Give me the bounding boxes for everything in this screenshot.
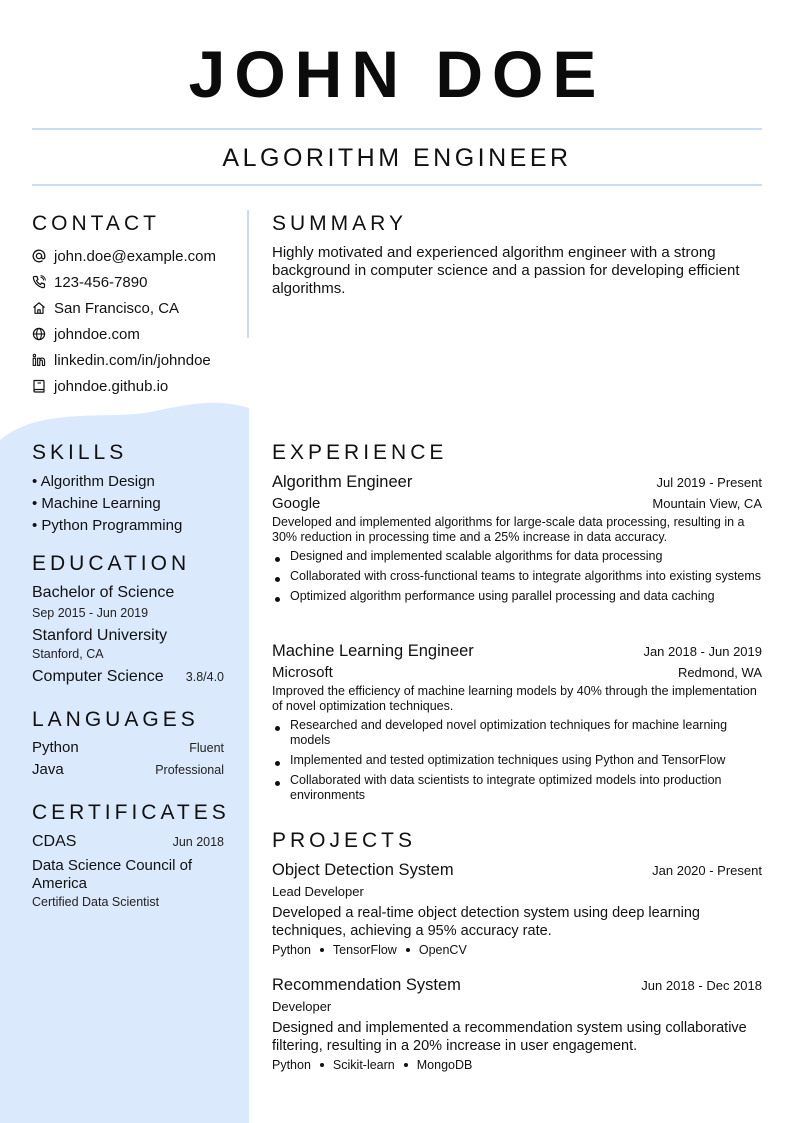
education-field: Computer Science <box>32 668 164 685</box>
contact-github[interactable] <box>32 373 247 399</box>
language-level: Professional <box>155 763 224 777</box>
contact-heading: CONTACT <box>32 212 160 235</box>
summary-heading: SUMMARY <box>272 212 407 235</box>
contact-location <box>32 295 247 321</box>
language-name: Java <box>32 761 64 778</box>
projects-heading: PROJECTS <box>272 829 417 852</box>
job-dates: Jan 2018 - Jun 2019 <box>643 644 762 659</box>
header-divider-top <box>32 128 762 130</box>
project-dates: Jun 2018 - Dec 2018 <box>641 978 762 993</box>
job-bullets <box>272 549 762 604</box>
skills-heading: SKILLS <box>32 441 128 464</box>
job-description: Improved the efficiency of machine learning models by 40% through the implementation of novel optimization techniques. <box>272 684 757 713</box>
project-title: Object Detection System <box>272 861 454 879</box>
education-degree: Bachelor of Science <box>32 584 175 601</box>
language-name: Python <box>32 739 79 756</box>
project-role: Lead Developer <box>272 884 364 899</box>
project-item <box>272 976 762 1072</box>
certificate-issuer: Data Science Council of America <box>32 857 193 892</box>
job-bullet: Collaborated with data scientists to integrate optimized models into production environments <box>272 773 762 803</box>
contact-website[interactable] <box>32 321 247 347</box>
project-item <box>272 861 762 957</box>
education-gpa: 3.8/4.0 <box>185 670 224 684</box>
at-icon <box>32 249 46 263</box>
project-tags <box>272 1058 762 1072</box>
contact-email-text: john.doe@example.com <box>54 247 216 265</box>
education-dates: Sep 2015 - Jun 2019 <box>32 606 149 620</box>
experience-heading: EXPERIENCE <box>272 441 448 464</box>
project-description: Designed and implemented a recommendation system using collaborative filtering, resulting in a 20% increase in user engagement. <box>272 1020 747 1054</box>
job-bullets <box>272 718 762 803</box>
job-bullet: Researched and developed novel optimization techniques for machine learning models <box>272 718 762 748</box>
education-block <box>32 584 224 686</box>
certificate-block <box>32 833 224 909</box>
education-heading: EDUCATION <box>32 552 191 575</box>
job-company: Google <box>272 495 321 512</box>
summary-text: Highly motivated and experienced algorithm engineer with a strong background in computer science and a passion for developing efficient algorithms. <box>272 244 740 297</box>
skill-item: • Python Programming <box>32 517 183 534</box>
contact-email[interactable] <box>32 243 247 269</box>
home-icon <box>32 301 46 315</box>
language-row <box>32 761 224 783</box>
job-description: Developed and implemented algorithms for large-scale data processing, resulting in a 30% reduction in processing time and a 25% increase in data accuracy. <box>272 515 745 544</box>
project-tags <box>272 943 762 957</box>
contact-linkedin-text: linkedin.com/in/johndoe <box>54 351 211 369</box>
certificates-heading: CERTIFICATES <box>32 801 230 824</box>
project-tag: OpenCV <box>418 943 467 957</box>
project-tag: Python <box>272 943 311 957</box>
job-role-title: ALGORITHM ENGINEER <box>222 144 572 172</box>
project-tag: Python <box>272 1058 311 1072</box>
education-location: Stanford, CA <box>32 647 104 661</box>
column-divider <box>247 210 249 338</box>
project-tag: TensorFlow <box>332 943 397 957</box>
contact-linkedin[interactable] <box>32 347 247 373</box>
contact-phone-text: 123-456-7890 <box>54 273 148 291</box>
project-title: Recommendation System <box>272 976 461 994</box>
job-company: Microsoft <box>272 664 333 681</box>
phone-icon <box>32 275 46 289</box>
experience-item <box>272 642 762 808</box>
contact-website-text: johndoe.com <box>54 325 140 343</box>
certificate-subtitle: Certified Data Scientist <box>32 895 160 909</box>
certificate-date: Jun 2018 <box>172 835 224 849</box>
languages-heading: LANGUAGES <box>32 708 199 731</box>
languages-list <box>32 739 224 783</box>
project-description: Developed a real-time object detection system using deep learning techniques, achieving a 95% accuracy rate. <box>272 905 700 939</box>
job-bullet: Optimized algorithm performance using parallel processing and data caching <box>272 589 762 604</box>
language-row <box>32 739 224 761</box>
job-bullet: Implemented and tested optimization techniques using Python and TensorFlow <box>272 753 762 768</box>
candidate-name: JOHN DOE <box>188 37 606 111</box>
job-location: Redmond, WA <box>677 665 762 680</box>
globe-icon <box>32 327 46 341</box>
skills-list <box>32 471 182 537</box>
contact-phone[interactable] <box>32 269 247 295</box>
project-role: Developer <box>272 999 332 1014</box>
skill-item: • Machine Learning <box>32 495 161 512</box>
project-tag: Scikit-learn <box>332 1058 395 1072</box>
contact-location-text: San Francisco, CA <box>54 299 180 317</box>
skill-item: • Algorithm Design <box>32 473 155 490</box>
job-title: Algorithm Engineer <box>272 473 413 491</box>
job-bullet: Collaborated with cross-functional teams to integrate algorithms into existing systems <box>272 569 762 584</box>
job-title: Machine Learning Engineer <box>272 642 474 660</box>
education-school: Stanford University <box>32 627 168 644</box>
certificate-name: CDAS <box>32 833 77 850</box>
contact-github-text: johndoe.github.io <box>54 377 169 395</box>
contact-list <box>32 243 247 399</box>
project-tag: MongoDB <box>416 1058 473 1072</box>
experience-item <box>272 473 762 609</box>
job-dates: Jul 2019 - Present <box>656 475 762 490</box>
job-bullet: Designed and implemented scalable algorithms for data processing <box>272 549 762 564</box>
github-icon <box>32 379 46 393</box>
linkedin-icon <box>32 353 46 367</box>
header-divider-bottom <box>32 184 762 186</box>
project-dates: Jan 2020 - Present <box>652 863 762 878</box>
language-level: Fluent <box>189 741 224 755</box>
job-location: Mountain View, CA <box>652 496 762 511</box>
